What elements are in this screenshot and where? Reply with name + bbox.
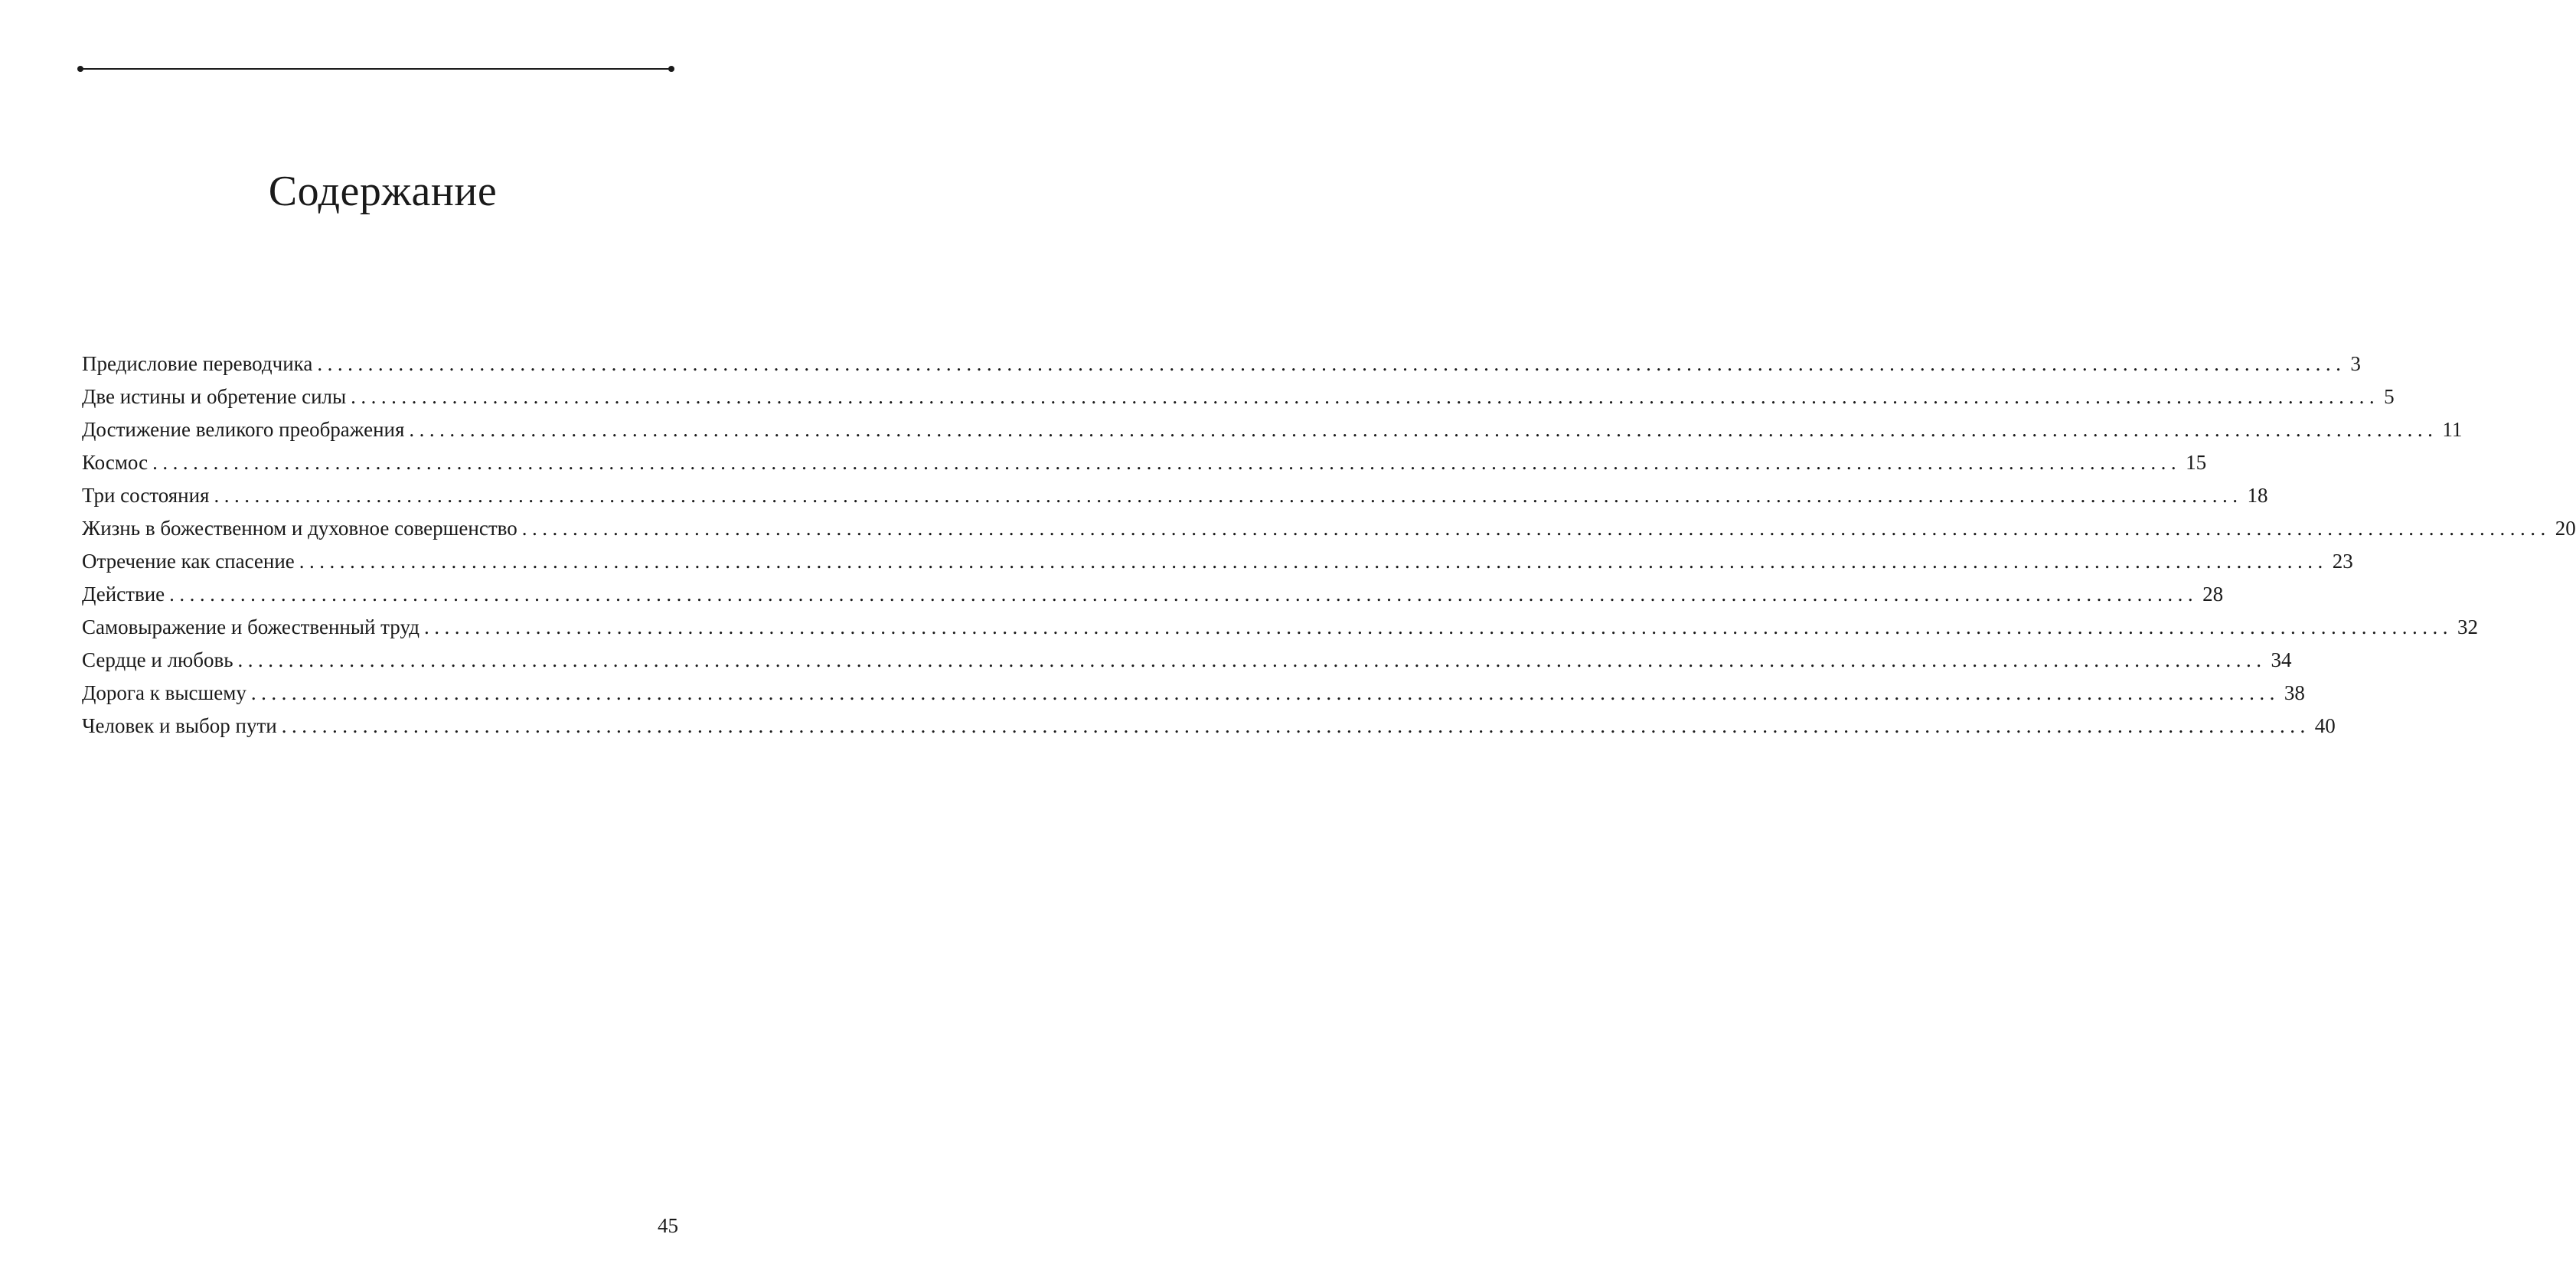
toc-dot-leader: ........................................................................................................................................................................................................ [214,484,2243,507]
rule-end-dot-right [668,66,674,72]
toc-dot-leader: ........................................................................................................................................................................................................ [521,517,2551,540]
toc-entry-title: Дорога к высшему [82,681,246,704]
toc-entry[interactable] [82,710,2336,743]
toc-entry-title: Отречение как спасение [82,550,295,573]
toc-entry-page: 11 [2442,418,2463,441]
toc-entry-page: 15 [2186,451,2207,474]
toc-entry-page: 23 [2332,550,2353,573]
toc-entry-title: Человек и выбор пути [82,714,277,737]
page-number: 45 [658,1214,678,1237]
toc-entry-page: 32 [2457,615,2478,638]
toc-entry-title: Две истины и обретение силы [82,385,347,408]
toc-entry-page: 20 [2555,517,2576,540]
toc-entry-page: 38 [2284,681,2305,704]
toc-dot-leader: ........................................................................................................................................................................................................ [169,583,2199,606]
toc-entry-title: Достижение великого преображения [82,418,405,441]
top-decorative-rule [80,68,672,70]
toc-entry-page: 40 [2314,714,2336,737]
toc-entry[interactable] [82,545,2353,578]
toc-entry-page: 3 [2350,352,2361,375]
toc-dot-leader: ........................................................................................................................................................................................................ [237,648,2267,671]
toc-entry-title: Самовыражение и божественный труд [82,615,420,638]
toc-entry[interactable] [82,413,2463,446]
toc-dot-leader: ........................................................................................................................................................................................................ [317,352,2346,375]
toc-entry[interactable] [82,446,2207,479]
toc-entry[interactable] [82,644,2292,677]
toc-entry[interactable] [82,677,2305,710]
toc-dot-leader: ........................................................................................................................................................................................................ [424,615,2453,638]
table-of-contents [82,348,2576,743]
toc-dot-leader: ........................................................................................................................................................................................................ [250,681,2280,704]
toc-entry[interactable] [82,578,2224,611]
toc-entry-title: Жизнь в божественном и духовное совершенство [82,517,517,540]
toc-entry[interactable] [82,512,2576,545]
toc-dot-leader: ........................................................................................................................................................................................................ [409,418,2438,441]
toc-entry-page: 28 [2202,583,2224,606]
toc-entry-page: 34 [2271,648,2292,671]
rule-end-dot-left [77,66,83,72]
toc-entry-page: 18 [2247,484,2268,507]
toc-entry-title: Предисловие переводчика [82,352,313,375]
toc-entry-page: 5 [2384,385,2395,408]
toc-entry-title: Действие [82,583,165,606]
toc-dot-leader: ........................................................................................................................................................................................................ [299,550,2328,573]
toc-entry[interactable] [82,479,2268,512]
toc-entry[interactable] [82,348,2361,380]
page-title: Содержание [268,168,498,215]
toc-entry-title: Сердце и любовь [82,648,233,671]
toc-dot-leader: ........................................................................................................................................................................................................ [351,385,2380,408]
toc-entry[interactable] [82,380,2395,413]
toc-dot-leader: ........................................................................................................................................................................................................ [152,451,2182,474]
toc-entry-title: Космос [82,451,149,474]
toc-entry[interactable] [82,611,2478,644]
toc-entry-title: Три состояния [82,484,210,507]
toc-dot-leader: ........................................................................................................................................................................................................ [281,714,2310,737]
